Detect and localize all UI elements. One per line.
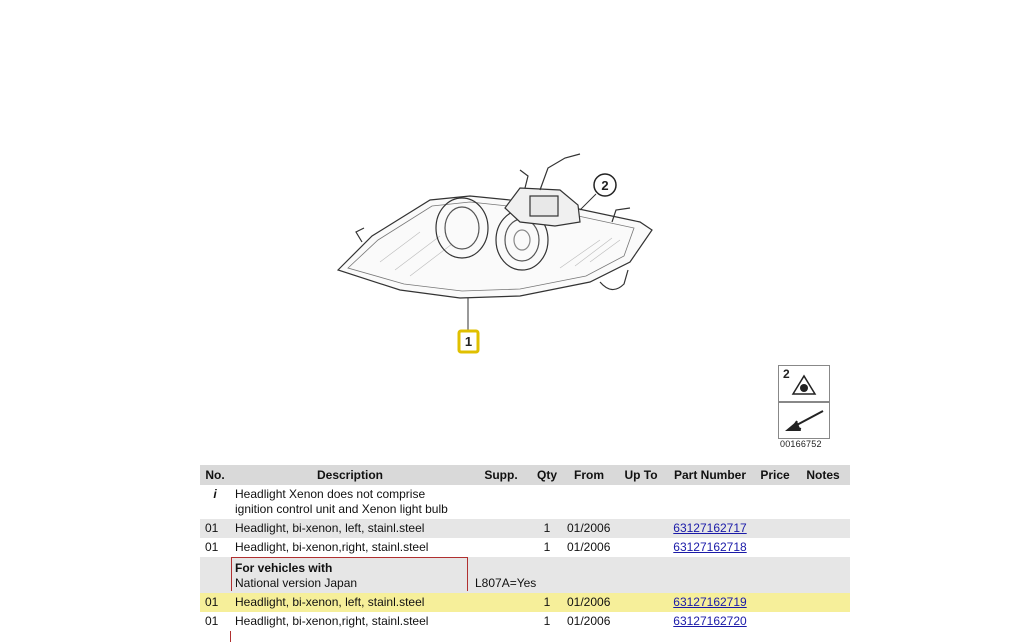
table-row[interactable] — [200, 612, 850, 631]
header-notes: Notes — [796, 465, 850, 485]
header-qty: Qty — [532, 465, 562, 485]
header-description: Description — [230, 465, 470, 485]
part-number-link[interactable]: 63127162720 — [673, 614, 747, 628]
row-description: Headlight, bi-xenon, left, stainl.steel — [230, 593, 470, 612]
row-qty: 1 — [532, 538, 562, 557]
row-no: 01 — [200, 593, 230, 612]
row-qty: 1 — [532, 612, 562, 631]
row-qty: 1 — [532, 519, 562, 538]
info-icon: i — [200, 485, 230, 519]
header-part-number: Part Number — [666, 465, 754, 485]
reference-arrow-cell — [778, 402, 830, 439]
condition-cell — [230, 557, 470, 593]
header-up-to: Up To — [616, 465, 666, 485]
callout-2-label: 2 — [601, 178, 609, 193]
row-description: Headlight, bi-xenon,right, stainl.steel — [230, 538, 470, 557]
diagram-code: 00166752 — [780, 439, 822, 449]
header-price: Price — [754, 465, 796, 485]
parts-table — [200, 465, 850, 631]
reference-item-number: 2 — [783, 367, 790, 381]
reference-bulb-cell — [778, 365, 830, 402]
row-qty: 1 — [532, 593, 562, 612]
row-description: Headlight, bi-xenon, left, stainl.steel — [230, 519, 470, 538]
callout-2[interactable] — [580, 174, 616, 210]
row-no: 01 — [200, 519, 230, 538]
callout-1-label: 1 — [464, 334, 473, 349]
arrow-icon — [779, 403, 829, 438]
part-number-link[interactable]: 63127162717 — [673, 521, 747, 535]
row-from: 01/2006 — [562, 538, 616, 557]
row-from: 01/2006 — [562, 519, 616, 538]
info-text: Headlight Xenon does not comprise ignition control unit and Xenon light bulb — [230, 485, 470, 519]
row-from: 01/2006 — [562, 593, 616, 612]
table-row[interactable] — [200, 538, 850, 557]
table-row[interactable] — [200, 519, 850, 538]
header-no: No. — [200, 465, 230, 485]
info-row — [200, 485, 850, 519]
condition-row — [200, 557, 850, 593]
callout-1[interactable] — [459, 298, 478, 352]
row-no: 01 — [200, 612, 230, 631]
table-header — [200, 465, 850, 485]
row-no: 01 — [200, 538, 230, 557]
row-description: Headlight, bi-xenon,right, stainl.steel — [230, 612, 470, 631]
header-from: From — [562, 465, 616, 485]
condition-supp: L807A=Yes — [470, 557, 562, 593]
part-number-link[interactable]: 63127162719 — [673, 595, 747, 609]
part-number-link[interactable]: 63127162718 — [673, 540, 747, 554]
table-row-selected[interactable] — [200, 593, 850, 612]
condition-title: For vehicles with — [235, 561, 333, 575]
header-supp: Supp. — [470, 465, 532, 485]
condition-text: National version Japan — [235, 576, 358, 590]
row-from: 01/2006 — [562, 612, 616, 631]
reference-box — [778, 365, 830, 440]
